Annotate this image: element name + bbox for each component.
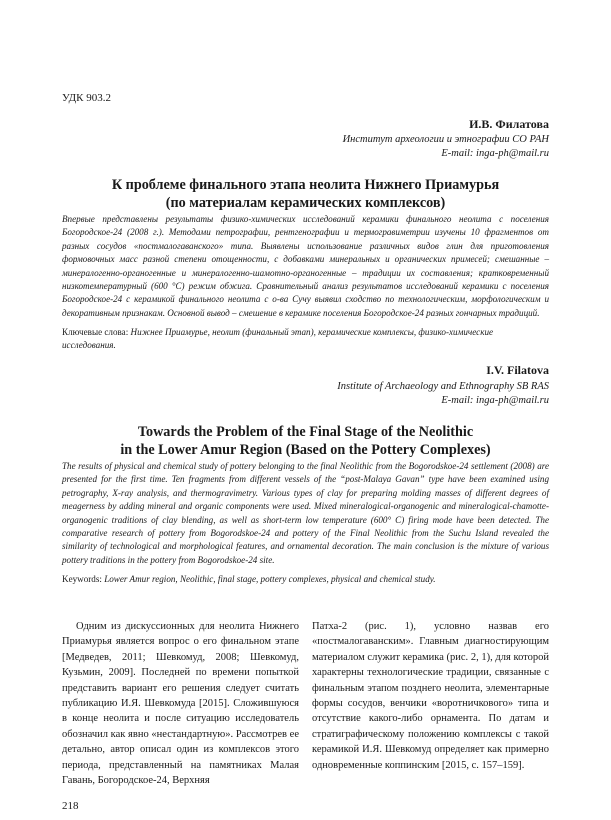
title-ru-line2: (по материалам керамических комплексов) xyxy=(165,195,446,211)
body-column-left xyxy=(62,619,299,788)
abstract-ru: Впервые представлены результаты физико-химических исследований керамики финального неолита с поселения Богородское-24 (2008 г.). Методами петрографии, рентгенографии и термогравиметрии изучены 10 фрагментов от разных сосудов «постмалогаванского» типа. Выявлены использование различных видов глин для приготовления формовочных масс разной степени отощенности, с добавками минеральных и органических примесей; смешанные – минералогенно-органогенные и минералогенно-шамотно-органогенные – традиции их составления; кратковременный низкотемпературный (600 °С) режим обжига. Сравнительный анализ результатов исследований керамики с поселения Богородское-24 с керамикой финального неолита с о-ва Сучу выявил сходство по технологическим, морфологическим и декоративным признакам. Основной вывод – смешение в керамике поселения Богородское-24 разных гончарных традиций. xyxy=(62,214,549,318)
article-title-ru xyxy=(62,176,549,212)
affiliation-block-ru xyxy=(189,133,549,161)
author-name-ru: И.В. Филатова xyxy=(469,117,549,131)
keywords-ru-label: Ключевые слова: xyxy=(62,327,129,337)
affiliation-block-en xyxy=(189,380,549,408)
affiliation-en: Institute of Archaeology and Ethnography SB RAS xyxy=(337,381,549,392)
affiliation-ru: Институт археологии и этнографии СО РАН xyxy=(342,134,549,145)
abstract-en: The results of physical and chemical study of pottery belonging to the final Neolithic from the Bogorodskoe-24 settlement (2008) are presented for the first time. Ten fragments from different vessels of the “post-Malaya Gavan” type have been examined using petrography, X-ray analysis, and thermogravimetry. Various types of clay for preparing molding masses of different degrees of meagerness by adding mineral and organic components were used. Mixed mineralogical-organogenic and mineralogical-chamotte-organogenic traditions of clay blending, as well as short-term low temperature (600° C) firing mode have been detected. The comparative research of pottery from Bogorodskoe-24 and pottery of the Final Neolithic from the Suchu Island revealed the similarity of technological and morphological features, and ornamental decoration. The main conclusion is the mixture of various pottery traditions in the pottery from Bogorodskoe-24 site. xyxy=(62,461,549,565)
keywords-ru-values: Нижнее Приамурье, неолит (финальный этап), керамические комплексы, физико-химические исследования. xyxy=(62,327,494,351)
body-paragraph: Одним из дискуссионных для неолита Нижнего Приамурья является вопрос о его финальном этапе [Медведев, 2011; Шевкомуд, 2008; Шевкомуд, Кузьмин, 2009]. Последней по времени попыткой представить вариант его решения следует считать публикацию И.Я. Шевкомуда [2015]. Сложившуюся в конце неолита и после ситуацию исследователь обозначил как явно «нестандартную». Рассмотрев ее детально, автор описал один из комплексов этого периода, представленный на памятниках Малая Гавань, Богородское-24, Верхняя xyxy=(62,621,299,787)
keywords-en xyxy=(62,573,549,586)
udk-code: УДК 903.2 xyxy=(62,92,112,104)
keywords-en-label: Keywords: xyxy=(62,574,102,584)
page-number: 218 xyxy=(62,800,79,812)
title-en-line1: Towards the Problem of the Final Stage of the Neolithic xyxy=(137,424,474,440)
body-paragraph-continued: Патха-2 (рис. 1), условно назвав его «постмалогаванским». Главным диагностирующим материалом служит керамика (рис. 2, 1), для которой характерны технологические традиции, связанные с финальным этапом позднего неолита, элементарные формы сосудов, венчики «воротничкового» типа и отсутствие какого-либо орнамента. По датам и стратиграфическому положению комплексы с такой керамикой И.Я. Шевкомуд определяет как примерно одновременные коппинским [2015, с. 157–159]. xyxy=(312,621,549,771)
title-en-line2: in the Lower Amur Region (Based on the Pottery Complexes) xyxy=(120,442,491,458)
article-title-en xyxy=(62,423,549,459)
email-en: E-mail: inga-ph@mail.ru xyxy=(441,395,549,406)
keywords-ru xyxy=(62,326,549,353)
email-ru: E-mail: inga-ph@mail.ru xyxy=(441,148,549,159)
keywords-en-values: Lower Amur region, Neolithic, final stage, pottery complexes, physical and chemical study. xyxy=(104,574,436,584)
author-name-en: I.V. Filatova xyxy=(486,363,549,377)
title-ru-line1: К проблеме финального этапа неолита Нижнего Приамурья xyxy=(111,177,500,193)
body-column-right xyxy=(312,619,549,773)
